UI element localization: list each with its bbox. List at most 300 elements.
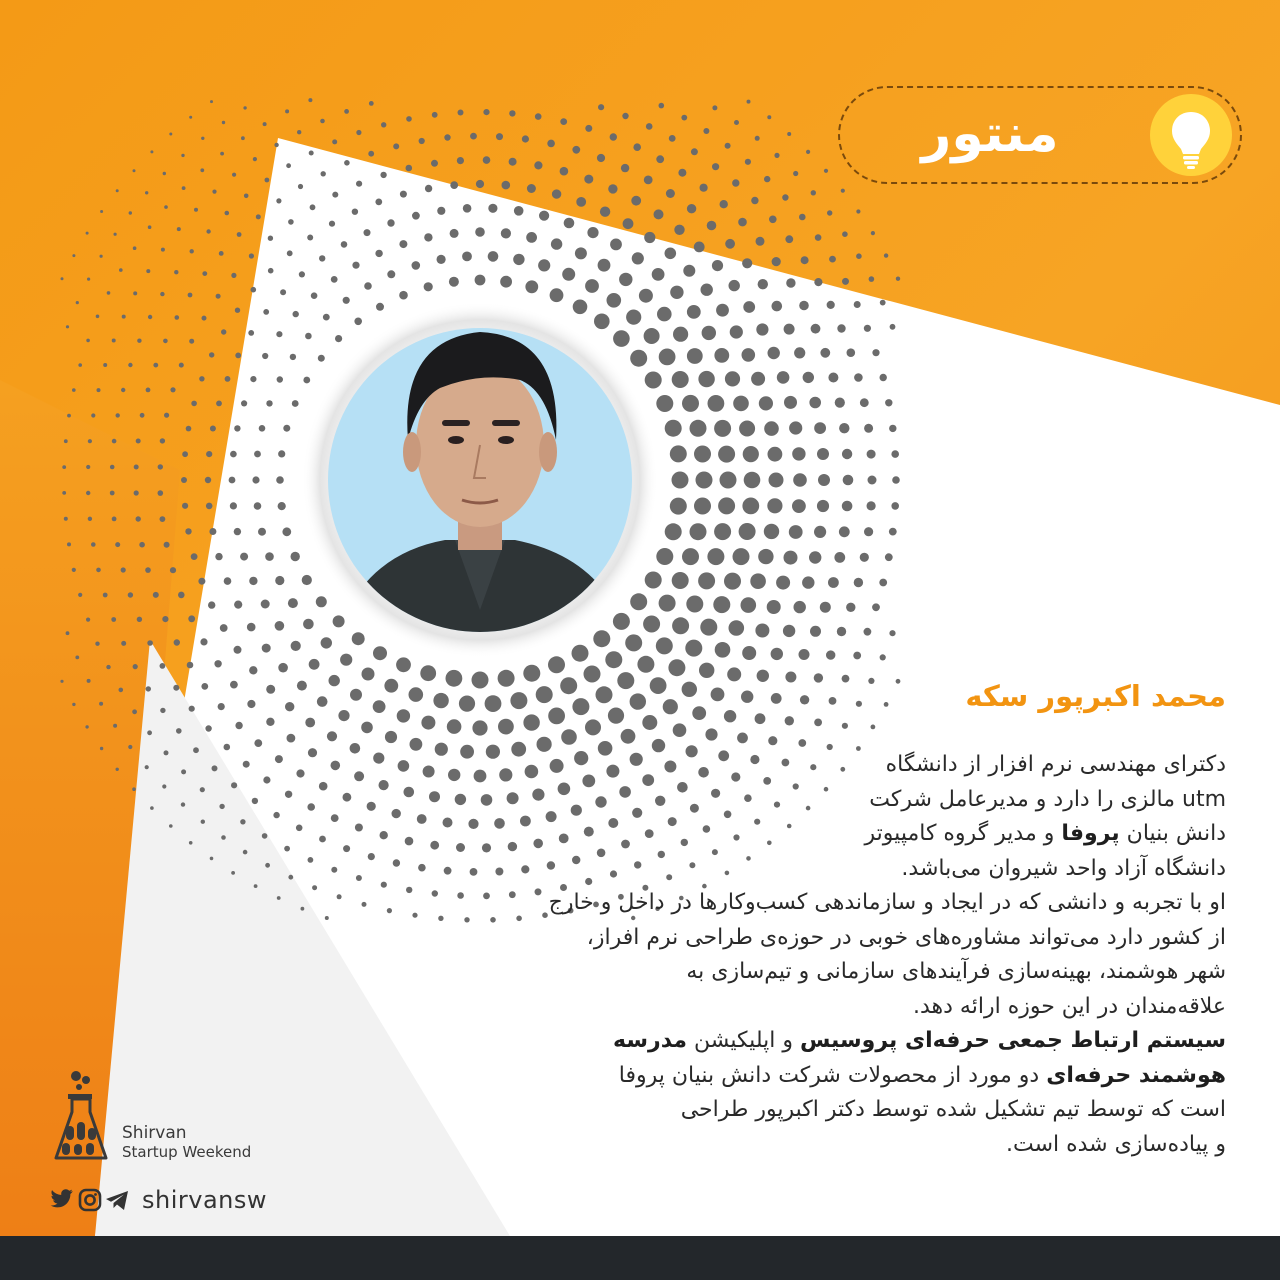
halftone-dot (160, 708, 165, 713)
halftone-dot (200, 168, 204, 172)
halftone-dot (287, 734, 296, 743)
halftone-dot (705, 728, 717, 740)
halftone-dot (756, 237, 765, 246)
halftone-dot (827, 210, 832, 215)
halftone-dot (276, 198, 281, 203)
halftone-dot (539, 211, 549, 221)
halftone-dot (560, 677, 577, 694)
bio-line (346, 886, 1226, 921)
halftone-dot (829, 256, 836, 263)
halftone-dot (673, 723, 687, 737)
halftone-dot (206, 503, 213, 510)
halftone-dot (842, 278, 849, 285)
halftone-dot (572, 698, 589, 715)
halftone-dot (782, 194, 788, 200)
halftone-dot (266, 400, 272, 406)
halftone-dot (820, 348, 830, 358)
halftone-dot (373, 700, 386, 713)
halftone-dot (475, 275, 486, 286)
halftone-dot (254, 502, 262, 510)
halftone-dot (285, 109, 289, 113)
halftone-dot (174, 639, 180, 645)
mentor-bio (346, 748, 1226, 1162)
halftone-dot (890, 324, 896, 330)
halftone-dot (645, 372, 662, 389)
halftone-dot (758, 549, 773, 564)
halftone-dot (153, 592, 159, 598)
halftone-dot (88, 517, 92, 521)
halftone-dot (712, 260, 723, 271)
halftone-dot (145, 191, 148, 194)
halftone-dot (320, 119, 325, 124)
halftone-dot (686, 596, 703, 613)
halftone-dot (806, 150, 810, 154)
halftone-dot (282, 527, 291, 536)
halftone-dot (891, 502, 899, 510)
halftone-dot (663, 699, 678, 714)
halftone-dot (265, 552, 274, 561)
halftone-dot (191, 401, 197, 407)
halftone-dot (244, 194, 249, 199)
halftone-dot (564, 218, 575, 229)
halftone-dot (194, 208, 198, 212)
halftone-dot (274, 143, 278, 147)
halftone-dot (820, 602, 831, 613)
halftone-dot (744, 472, 761, 489)
halftone-dot (625, 634, 642, 651)
halftone-dot (575, 247, 587, 259)
halftone-dot (146, 388, 151, 393)
halftone-dot (764, 524, 779, 539)
halftone-dot (498, 670, 515, 687)
halftone-dot (884, 253, 888, 257)
halftone-dot (275, 576, 284, 585)
bio-line (346, 852, 1226, 887)
halftone-dot (839, 526, 850, 537)
halftone-dot (112, 339, 116, 343)
halftone-dot (265, 178, 270, 183)
halftone-dot (734, 120, 739, 125)
halftone-dot (399, 291, 408, 300)
halftone-dot (585, 125, 592, 132)
halftone-dot (714, 523, 731, 540)
bio-line (346, 1059, 1226, 1094)
halftone-dot (116, 189, 119, 192)
halftone-dot (137, 617, 142, 622)
halftone-dot (576, 197, 586, 207)
halftone-dot (842, 231, 848, 237)
halftone-dot (147, 640, 153, 646)
halftone-dot (160, 663, 166, 669)
halftone-dot (827, 301, 835, 309)
bio-line (346, 955, 1226, 990)
bio-bold-segment: مدرسه (613, 1028, 688, 1053)
halftone-dot (431, 160, 438, 167)
halftone-dot (682, 548, 699, 565)
halftone-dot (488, 251, 499, 262)
halftone-dot (229, 477, 236, 484)
halftone-dot (78, 593, 82, 597)
halftone-dot (596, 686, 613, 703)
halftone-dot (317, 696, 328, 707)
halftone-dot (285, 791, 292, 798)
halftone-dot (234, 601, 242, 609)
halftone-dot (252, 476, 259, 483)
bio-segment: او با تجربه و دانشی که در ایجاد و سازماندهی کسب‌وکارها در داخل و خارج (548, 890, 1226, 915)
halftone-dot (278, 450, 285, 457)
halftone-dot (789, 525, 803, 539)
halftone-dot (243, 761, 250, 768)
halftone-dot (424, 233, 432, 241)
halftone-dot (216, 294, 221, 299)
halftone-dot (399, 240, 407, 248)
halftone-dot (210, 100, 213, 103)
halftone-dot (249, 253, 254, 258)
halftone-dot (459, 696, 475, 712)
halftone-dot (241, 400, 247, 406)
halftone-dot (447, 719, 462, 734)
halftone-dot (742, 258, 752, 268)
halftone-dot (287, 250, 293, 256)
halftone-dot (240, 553, 248, 561)
halftone-dot (656, 637, 673, 654)
halftone-dot (235, 308, 240, 313)
halftone-dot (733, 548, 750, 565)
halftone-dot (275, 621, 285, 631)
halftone-dot (265, 863, 270, 868)
halftone-dot (158, 464, 163, 469)
halftone-dot (182, 451, 188, 457)
halftone-dot (458, 110, 464, 116)
halftone-dot (263, 309, 269, 315)
halftone-dot (871, 231, 875, 235)
halftone-dot (136, 439, 141, 444)
halftone-dot (361, 722, 373, 734)
halftone-dot (268, 236, 273, 241)
halftone-dot (525, 280, 538, 293)
halftone-dot (654, 209, 664, 219)
halftone-dot (232, 173, 236, 177)
halftone-dot (437, 255, 446, 264)
halftone-dot (86, 232, 89, 235)
halftone-dot (621, 164, 629, 172)
halftone-dot (637, 656, 654, 673)
halftone-dot (523, 714, 539, 730)
halftone-dot (208, 601, 215, 608)
halftone-dot (767, 115, 771, 119)
bio-line (346, 921, 1226, 956)
halftone-dot (659, 595, 676, 612)
halftone-dot (699, 663, 714, 678)
halftone-dot (513, 254, 524, 265)
halftone-dot (297, 130, 301, 134)
halftone-dot (262, 644, 271, 653)
bio-line (346, 1128, 1226, 1163)
halftone-dot (312, 885, 317, 890)
halftone-dot (682, 395, 699, 412)
halftone-dot (241, 136, 245, 140)
halftone-dot (472, 672, 489, 689)
halftone-dot (424, 282, 433, 291)
halftone-dot (828, 577, 839, 588)
halftone-dot (412, 261, 421, 270)
halftone-dot (247, 700, 255, 708)
halftone-dot (230, 502, 237, 509)
halftone-dot (252, 798, 258, 804)
halftone-dot (193, 747, 199, 753)
halftone-dot (341, 241, 348, 248)
halftone-dot (393, 143, 399, 149)
halftone-dot (323, 314, 330, 321)
halftone-dot (354, 318, 362, 326)
bio-segment: دکترای مهندسی نرم افزار از دانشگاه (885, 752, 1226, 777)
halftone-dot (268, 268, 274, 274)
telegram-icon[interactable] (106, 1191, 128, 1210)
halftone-dot (690, 420, 707, 437)
halftone-dot (718, 497, 735, 514)
halftone-dot (66, 631, 70, 635)
halftone-dot (751, 197, 758, 204)
halftone-dot (626, 310, 641, 325)
halftone-dot (220, 624, 228, 632)
halftone-dot (139, 542, 145, 548)
bio-segment: و اپلیکیشن (687, 1028, 800, 1053)
halftone-dot (739, 421, 755, 437)
halftone-dot (331, 867, 337, 873)
bio-segment: است که توسط تیم تشکیل شده توسط دکتر اکبرپور طراحی (680, 1097, 1226, 1122)
halftone-dot (548, 656, 565, 673)
halftone-dot (301, 907, 305, 911)
halftone-dot (694, 242, 705, 253)
halftone-dot (316, 596, 327, 607)
halftone-dot (189, 339, 194, 344)
halftone-dot (889, 425, 896, 432)
halftone-dot (62, 491, 66, 495)
halftone-dot (344, 109, 349, 114)
halftone-dot (444, 134, 450, 140)
halftone-dot (792, 447, 805, 460)
halftone-dot (128, 592, 133, 597)
halftone-dot (373, 646, 387, 660)
halftone-dot (364, 229, 371, 236)
halftone-dot (682, 682, 697, 697)
halftone-dot (115, 542, 120, 547)
halftone-dot (632, 252, 644, 264)
halftone-dot (605, 651, 622, 668)
halftone-dot (685, 640, 702, 657)
halftone-dot (496, 133, 503, 140)
halftone-dot (288, 875, 293, 880)
halftone-dot (134, 490, 139, 495)
halftone-dot (318, 355, 325, 362)
halftone-dot (137, 339, 141, 343)
halftone-dot (672, 371, 689, 388)
halftone-dot (178, 592, 185, 599)
halftone-dot (305, 333, 312, 340)
halftone-dot (150, 806, 154, 810)
halftone-dot (364, 282, 372, 290)
halftone-dot (666, 189, 675, 198)
halftone-dot (737, 733, 748, 744)
halftone-dot (387, 270, 395, 278)
bio-line (346, 990, 1226, 1025)
halftone-dot (145, 765, 149, 769)
halftone-dot (572, 146, 580, 154)
halftone-dot (814, 719, 822, 727)
halftone-dot (896, 277, 900, 281)
halftone-dot (678, 169, 686, 177)
halftone-dot (776, 576, 790, 590)
halftone-dot (352, 209, 358, 215)
halftone-dot (814, 422, 826, 434)
halftone-dot (249, 666, 257, 674)
halftone-dot (720, 200, 728, 208)
halftone-dot (681, 115, 687, 121)
halftone-dot (584, 175, 593, 184)
halftone-dot (78, 363, 82, 367)
halftone-dot (630, 593, 647, 610)
halftone-dot (472, 720, 487, 735)
halftone-dot (160, 292, 164, 296)
halftone-dot (526, 232, 537, 243)
halftone-dot (724, 573, 741, 590)
halftone-dot (173, 685, 179, 691)
halftone-dot (136, 516, 141, 521)
social-links (50, 1185, 310, 1215)
halftone-dot (743, 446, 759, 462)
halftone-dot (725, 371, 740, 386)
halftone-dot (891, 450, 899, 458)
halftone-dot (837, 627, 846, 636)
bio-segment: علاقه‌مندان در این حوزه ارائه دهد. (913, 993, 1226, 1019)
instagram-icon[interactable] (80, 1190, 100, 1210)
halftone-dot (278, 502, 286, 510)
halftone-dot (783, 625, 795, 637)
halftone-dot (509, 158, 517, 166)
halftone-dot (657, 307, 672, 322)
halftone-dot (730, 325, 743, 338)
bio-line (346, 783, 1226, 818)
halftone-dot (67, 414, 71, 418)
halftone-dot (331, 814, 339, 822)
halftone-dot (106, 665, 110, 669)
halftone-dot (847, 348, 856, 357)
halftone-dot (258, 528, 266, 536)
halftone-dot (846, 603, 855, 612)
halftone-dot (231, 273, 236, 278)
halftone-dot (488, 204, 497, 213)
halftone-dot (747, 100, 751, 104)
halftone-dot (764, 421, 779, 436)
halftone-dot (683, 265, 695, 277)
halftone-dot (381, 122, 386, 127)
halftone-dot (485, 695, 502, 712)
halftone-dot (212, 765, 218, 771)
halftone-dot (642, 715, 657, 730)
halftone-dot (696, 472, 713, 489)
logo-line-2: Startup Weekend (122, 1143, 252, 1161)
halftone-dot (249, 577, 257, 585)
halftone-dot (283, 425, 290, 432)
halftone-dot (288, 598, 298, 608)
halftone-dot (387, 219, 394, 226)
halftone-dot (146, 686, 151, 691)
halftone-dot (352, 262, 359, 269)
halftone-dot (291, 641, 301, 651)
halftone-dot (828, 373, 838, 383)
halftone-dot (100, 747, 103, 750)
halftone-dot (854, 301, 861, 308)
halftone-dot (864, 527, 873, 536)
halftone-dot (205, 477, 211, 483)
halftone-dot (700, 184, 708, 192)
halftone-dot (793, 473, 807, 487)
halftone-dot (607, 293, 622, 308)
halftone-dot (362, 668, 375, 681)
halftone-dot (425, 185, 432, 192)
halftone-dot (834, 552, 845, 563)
halftone-dot (584, 666, 601, 683)
halftone-dot (100, 210, 103, 213)
halftone-dot (162, 616, 168, 622)
halftone-dot (350, 689, 362, 701)
bio-bold-segment: پروفا (1061, 821, 1120, 846)
halftone-dot (72, 703, 75, 706)
halftone-dot (457, 157, 464, 164)
halftone-dot (263, 122, 267, 126)
halftone-dot (687, 204, 696, 213)
halftone-dot (420, 665, 436, 681)
halftone-dot (340, 654, 352, 666)
halftone-dot (787, 132, 791, 136)
halftone-dot (552, 189, 561, 198)
halftone-dot (715, 642, 731, 658)
halftone-dot (560, 118, 567, 125)
halftone-dot (837, 324, 845, 332)
halftone-dot (670, 498, 687, 515)
halftone-dot (864, 628, 872, 636)
halftone-dot (121, 641, 126, 646)
halftone-dot (769, 216, 777, 224)
halftone-dot (733, 396, 749, 412)
halftone-dot (610, 133, 617, 140)
halftone-dot (100, 255, 103, 258)
bio-segment: از کشور دارد می‌تواند مشاوره‌های خوبی در حوزه‌ی طراحی نرم افراز، (586, 924, 1226, 950)
halftone-dot (290, 354, 296, 360)
halftone-dot (332, 192, 338, 198)
halftone-dot (273, 812, 279, 818)
halftone-dot (509, 110, 515, 116)
halftone-dot (687, 305, 701, 319)
halftone-dot (880, 300, 886, 306)
halftone-dot (201, 137, 204, 140)
halftone-dot (811, 190, 816, 195)
halftone-dot (707, 548, 724, 565)
halftone-dot (153, 363, 158, 368)
halftone-dot (523, 665, 540, 682)
halftone-dot (308, 98, 312, 102)
halftone-dot (296, 825, 303, 832)
halftone-dot (319, 836, 326, 843)
halftone-dot (247, 623, 256, 632)
halftone-dot (181, 769, 186, 774)
halftone-dot (598, 104, 604, 110)
halftone-dot (356, 130, 361, 135)
halftone-dot (112, 439, 117, 444)
halftone-dot (572, 645, 589, 662)
twitter-icon[interactable] (51, 1189, 73, 1207)
halftone-dot (250, 376, 256, 382)
